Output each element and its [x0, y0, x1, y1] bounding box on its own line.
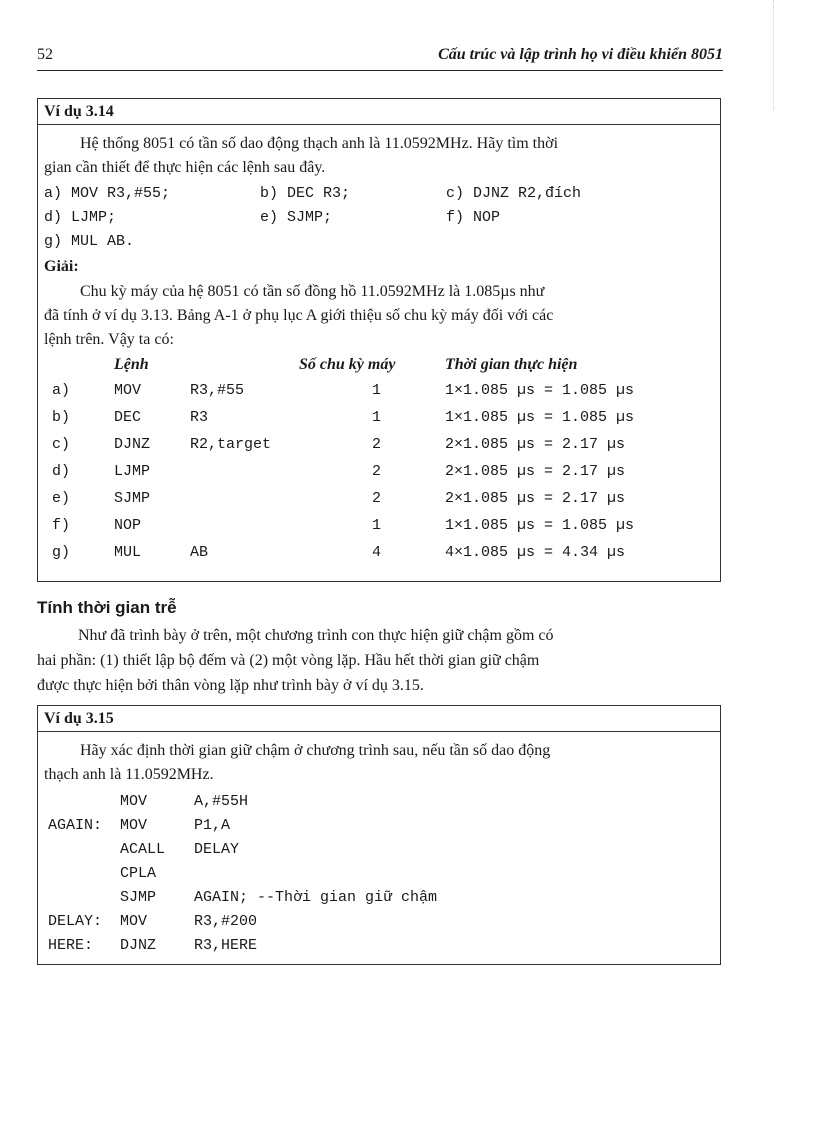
row-time: 1×1.085 µs = 1.085 µs	[445, 382, 635, 399]
code-op: MOV	[120, 913, 148, 930]
example-line-2: thạch anh là 11.0592MHz.	[44, 766, 214, 783]
code-op: ACALL	[120, 841, 166, 858]
example-3-15-box	[37, 705, 721, 965]
row-time: 1×1.085 µs = 1.085 µs	[445, 409, 635, 426]
intro-line-2: gian cần thiết để thực hiện các lệnh sau đây.	[44, 159, 326, 176]
col-header-cycles: Số chu kỳ máy	[299, 356, 396, 373]
row-cycles: 2	[372, 436, 382, 453]
row-time: 4×1.085 µs = 4.34 µs	[445, 544, 626, 561]
example-title: Ví dụ 3.14	[38, 99, 720, 125]
row-cycles: 4	[372, 544, 382, 561]
row-cycles: 1	[372, 382, 382, 399]
row-op: NOP	[114, 517, 142, 534]
solution-label: Giải:	[44, 258, 79, 275]
example-body	[38, 125, 720, 581]
col-header-time: Thời gian thực hiện	[445, 356, 578, 373]
row-cycles: 2	[372, 463, 382, 480]
code-arg: DELAY	[194, 841, 240, 858]
section-line-1: Như đã trình bày ở trên, một chương trình con thực hiện giữ chậm gồm có	[78, 627, 554, 644]
row-arg: R3,#55	[190, 382, 245, 399]
row-time: 2×1.085 µs = 2.17 µs	[445, 463, 626, 480]
code-op: CPLA	[120, 865, 157, 882]
option-item: e) SJMP;	[260, 209, 333, 226]
row-time: 2×1.085 µs = 2.17 µs	[445, 490, 626, 507]
col-header-instruction: Lệnh	[114, 356, 149, 373]
row-time: 2×1.085 µs = 2.17 µs	[445, 436, 626, 453]
option-item: b) DEC R3;	[260, 185, 351, 202]
row-op: DEC	[114, 409, 142, 426]
section-line-2: hai phần: (1) thiết lập bộ đếm và (2) một vòng lặp. Hầu hết thời gian giữ chậm	[37, 652, 540, 669]
row-op: MUL	[114, 544, 142, 561]
row-arg: AB	[190, 544, 209, 561]
option-item: g) MUL AB.	[44, 233, 135, 250]
code-arg: R3,#200	[194, 913, 258, 930]
example-title: Ví dụ 3.15	[38, 706, 720, 732]
option-item: d) LJMP;	[44, 209, 117, 226]
row-label: b)	[52, 409, 71, 426]
code-op: SJMP	[120, 889, 157, 906]
page-number: 52	[37, 46, 53, 63]
running-title: Cấu trúc và lập trình họ vi điều khiển 8051	[438, 46, 723, 63]
example-body	[38, 732, 720, 964]
row-label: d)	[52, 463, 71, 480]
option-item: f) NOP	[446, 209, 501, 226]
example-3-14-box	[37, 98, 721, 582]
row-op: MOV	[114, 382, 142, 399]
code-label: AGAIN:	[48, 817, 103, 834]
code-label: DELAY:	[48, 913, 103, 930]
row-label: f)	[52, 517, 71, 534]
scan-edge-mark	[773, 0, 786, 110]
row-cycles: 2	[372, 490, 382, 507]
row-op: LJMP	[114, 463, 151, 480]
row-op: DJNZ	[114, 436, 151, 453]
section-title: Tính thời gian trễ	[37, 598, 177, 617]
section-line-3: được thực hiện bởi thân vòng lặp như trình bày ở ví dụ 3.15.	[37, 677, 424, 694]
row-label: e)	[52, 490, 71, 507]
code-arg: P1,A	[194, 817, 231, 834]
example-line-1: Hãy xác định thời gian giữ chậm ở chương trình sau, nếu tần số dao động	[80, 742, 551, 759]
option-item: c) DJNZ R2,đích	[446, 185, 582, 202]
solution-line-1: Chu kỳ máy của hệ 8051 có tần số đồng hồ 11.0592MHz là 1.085µs như	[80, 283, 545, 300]
row-cycles: 1	[372, 517, 382, 534]
solution-line-3: lệnh trên. Vậy ta có:	[44, 331, 174, 348]
intro-line-1: Hệ thống 8051 có tần số dao động thạch anh là 11.0592MHz. Hãy tìm thời	[80, 135, 559, 152]
option-item: a) MOV R3,#55;	[44, 185, 171, 202]
solution-line-2: đã tính ở ví dụ 3.13. Bảng A-1 ở phụ lục A giới thiệu số chu kỳ máy đối với các	[44, 307, 554, 324]
row-label: g)	[52, 544, 71, 561]
code-op: MOV	[120, 817, 148, 834]
row-arg: R2,target	[190, 436, 272, 453]
code-arg: R3,HERE	[194, 937, 258, 954]
code-op: DJNZ	[120, 937, 157, 954]
code-arg: A,#55H	[194, 793, 249, 810]
row-cycles: 1	[372, 409, 382, 426]
row-label: a)	[52, 382, 71, 399]
code-arg: AGAIN; --Thời gian giữ chậm	[194, 889, 438, 906]
row-time: 1×1.085 µs = 1.085 µs	[445, 517, 635, 534]
row-arg: R3	[190, 409, 209, 426]
code-label: HERE:	[48, 937, 94, 954]
row-op: SJMP	[114, 490, 151, 507]
code-op: MOV	[120, 793, 148, 810]
page-header	[37, 44, 723, 71]
row-label: c)	[52, 436, 71, 453]
